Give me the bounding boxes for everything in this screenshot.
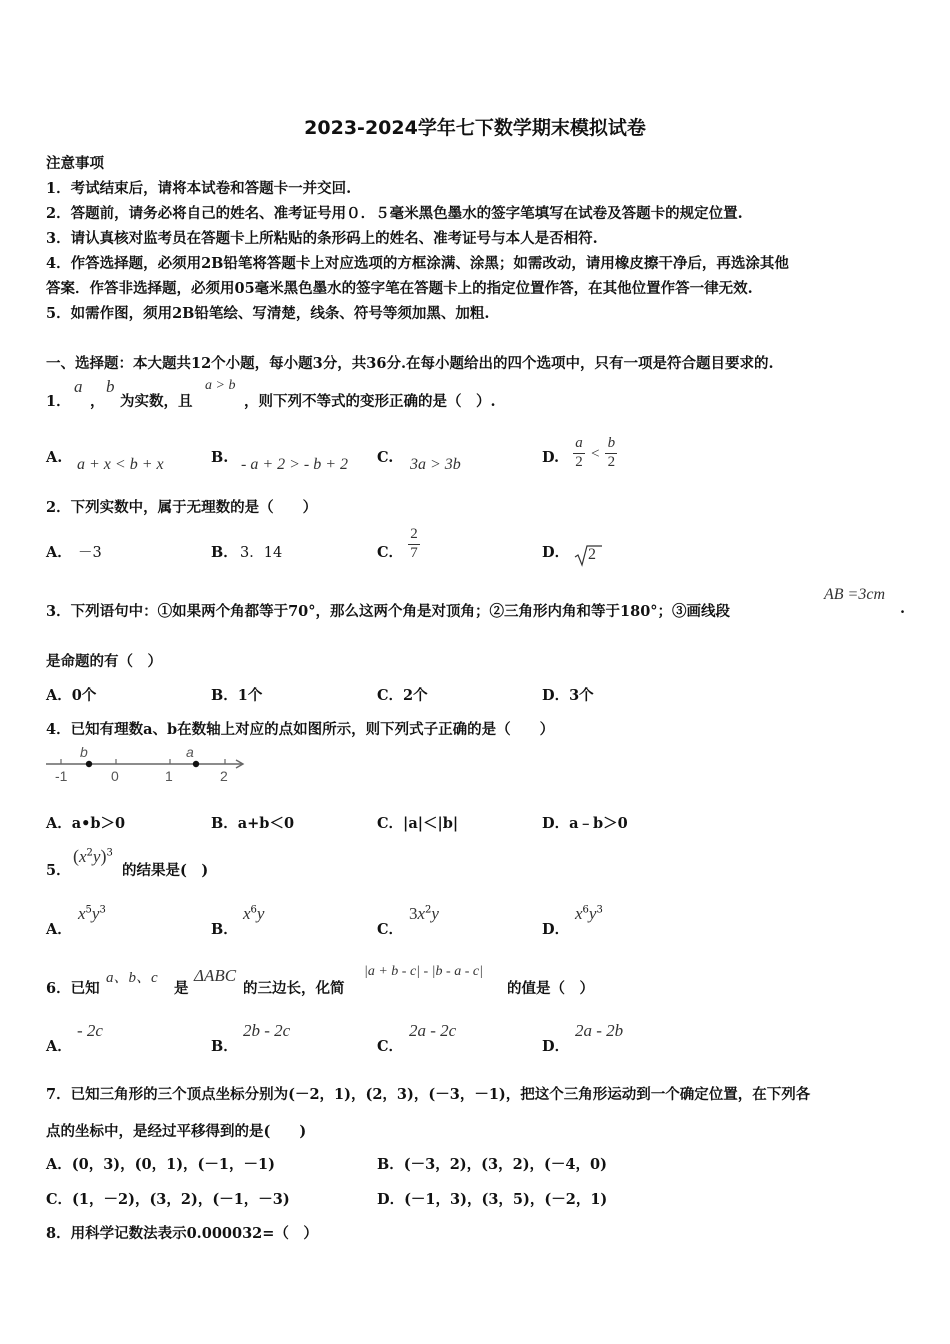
q4-option-c: C．|a|＜|b| bbox=[377, 815, 459, 832]
q1-var-b: b bbox=[106, 377, 115, 396]
q3-line2: 是命题的有（ ） bbox=[46, 653, 162, 670]
q1-option-d-label: D. bbox=[542, 449, 560, 466]
q2-option-c-label: C． bbox=[377, 544, 404, 561]
q3-period: . bbox=[900, 600, 906, 617]
notice-item: 2．答题前，请务必将自己的姓名、准考证号用０．５毫米黑色墨水的签字笔填写在试卷及答题卡的规定位置. bbox=[46, 205, 743, 222]
q4-option-a: A．a•b＞0 bbox=[46, 815, 126, 832]
q5-option-b: $x^6y$ bbox=[243, 904, 265, 923]
number-line bbox=[44, 742, 249, 786]
q3-segment: AB =3cm bbox=[824, 586, 885, 603]
page-title: 2023-2024学年七下数学期末模拟试卷 bbox=[304, 117, 646, 139]
q2-option-a-label: A． bbox=[46, 544, 72, 561]
q1-text: 为实数，且 bbox=[120, 393, 193, 410]
notice-item: 1．考试结束后，请将本试卷和答题卡一并交回. bbox=[46, 180, 352, 197]
q3-option-b: B．1个 bbox=[211, 687, 263, 704]
q8-text: 8．用科学记数法表示0.000032=（ ） bbox=[46, 1225, 318, 1242]
q1-number: 1． bbox=[46, 393, 71, 410]
notice-item: 答案．作答非选择题，必须用05毫米黑色墨水的签字笔在答题卡上的指定位置作答，在其他位置作答一律无效. bbox=[46, 280, 753, 297]
q1-option-a-label: A. bbox=[46, 449, 63, 466]
q1-option-b: - a + 2 > - b + 2 bbox=[241, 456, 349, 473]
q5-number: 5． bbox=[46, 862, 71, 879]
q2-option-b: 3．14 bbox=[240, 545, 283, 561]
q7-line2: 点的坐标中，是经过平移得到的是( ) bbox=[46, 1123, 307, 1140]
notice-item: 5．如需作图，须用2B铅笔绘、写清楚，线条、符号等须加黑、加粗. bbox=[46, 305, 490, 322]
q1-option-d: $\frac{a}{2}$ < $\frac{b}{2}$ bbox=[573, 436, 617, 471]
q3-option-d: D．3个 bbox=[542, 687, 594, 704]
q3-text: 3．下列语句中：①如果两个角都等于70°，那么这两个角是对顶角；②三角形内角和等于180°；③画线段 bbox=[46, 603, 731, 620]
q1-option-a: a + x < b + x bbox=[77, 456, 164, 473]
point-a bbox=[193, 761, 199, 767]
point-label-b: b bbox=[80, 744, 88, 760]
notice-heading: 注意事项 bbox=[46, 155, 104, 172]
q4-option-b: B．a+b＜0 bbox=[211, 815, 295, 832]
q6-text: 的三边长，化简 bbox=[243, 980, 345, 997]
q6-option-c: 2a - 2c bbox=[409, 1021, 457, 1040]
axis-label: 2 bbox=[220, 768, 228, 784]
q6-number: 6．已知 bbox=[46, 980, 100, 997]
q1-option-b-label: B. bbox=[211, 449, 229, 466]
q5-tail: 的结果是( ) bbox=[122, 862, 209, 879]
q5-option-c-label: C． bbox=[377, 921, 404, 938]
q2-option-c: $\frac{2}{7}$ bbox=[408, 527, 420, 562]
q7-line1: 7．已知三角形的三个顶点坐标分别为(－2，1)，(2，3)，(－3，－1)，把这个三角形运动到一个确定位置，在下列各 bbox=[46, 1086, 811, 1103]
section-heading: 一、选择题：本大题共12个小题，每小题3分，共36分.在每小题给出的四个选项中，只有一项是符合题目要求的. bbox=[46, 355, 774, 372]
q6-option-a-label: A． bbox=[46, 1038, 72, 1055]
q1-comma: ， bbox=[90, 393, 105, 410]
q7-option-d: D．(－1，3)，(3，5)，(－2，1) bbox=[377, 1191, 608, 1208]
q5-option-c: $3x^2y$ bbox=[409, 904, 439, 923]
q6-option-d-label: D． bbox=[542, 1038, 570, 1055]
q1-condition: a > b bbox=[205, 378, 236, 393]
q5-option-b-label: B． bbox=[211, 921, 238, 938]
q6-tail: 的值是（ ） bbox=[507, 980, 594, 997]
q7-option-a: A．(0，3)，(0，1)，(－1，－1) bbox=[46, 1156, 275, 1173]
q6-option-b: 2b - 2c bbox=[243, 1021, 291, 1040]
q5-option-d: $x^6y^3$ bbox=[575, 904, 603, 923]
q2-option-b-label: B． bbox=[211, 544, 238, 561]
q7-option-c: C．(1，－2)，(3，2)，(－1，－3) bbox=[46, 1191, 290, 1208]
q2-text: 2．下列实数中，属于无理数的是（ ） bbox=[46, 499, 318, 516]
q4-option-d: D．a﹣b＞0 bbox=[542, 815, 628, 832]
q5-option-d-label: D． bbox=[542, 921, 570, 938]
q7-option-b: B．(－3，2)，(3，2)，(－4，0) bbox=[377, 1156, 607, 1173]
notice-item: 3．请认真核对监考员在答题卡上所粘贴的条形码上的姓名、准考证号与本人是否相符. bbox=[46, 230, 598, 247]
axis-label: 0 bbox=[111, 768, 119, 784]
q5-option-a-label: A． bbox=[46, 921, 72, 938]
q6-vars: a、b、c bbox=[106, 970, 158, 986]
axis-label: 1 bbox=[165, 768, 173, 784]
q2-option-a: －3 bbox=[78, 545, 102, 561]
q6-option-b-label: B． bbox=[211, 1038, 238, 1055]
q6-expression: |a + b - c| - |b - a - c| bbox=[364, 964, 483, 979]
q6-option-c-label: C． bbox=[377, 1038, 404, 1055]
q3-option-c: C．2个 bbox=[377, 687, 428, 704]
point-label-a: a bbox=[186, 744, 194, 760]
q1-option-c: 3a > 3b bbox=[410, 456, 461, 473]
q6-option-d: 2a - 2b bbox=[575, 1021, 624, 1040]
point-b bbox=[86, 761, 92, 767]
q6-is: 是 bbox=[174, 980, 189, 997]
axis-label: -1 bbox=[55, 768, 68, 784]
q1-tail: ，则下列不等式的变形正确的是（ ）. bbox=[244, 393, 496, 410]
q6-triangle: ΔABC bbox=[194, 966, 237, 985]
q2-option-d-label: D． bbox=[542, 544, 570, 561]
q6-option-a: - 2c bbox=[77, 1021, 103, 1040]
q3-option-a: A．0个 bbox=[46, 687, 97, 704]
notice-item: 4．作答选择题，必须用2B铅笔将答题卡上对应选项的方框涂满、涂黑；如需改动，请用橡皮擦干净后，再选涂其他 bbox=[46, 255, 789, 272]
number-line-figure bbox=[44, 742, 249, 790]
q5-expression: $(x^2y)^3$ bbox=[73, 846, 113, 866]
q1-option-c-label: C. bbox=[377, 449, 394, 466]
q1-var-a: a bbox=[74, 377, 83, 396]
q4-text: 4．已知有理数a、b在数轴上对应的点如图所示，则下列式子正确的是（ ） bbox=[46, 721, 555, 738]
q5-option-a: $x^5y^3$ bbox=[78, 904, 106, 923]
